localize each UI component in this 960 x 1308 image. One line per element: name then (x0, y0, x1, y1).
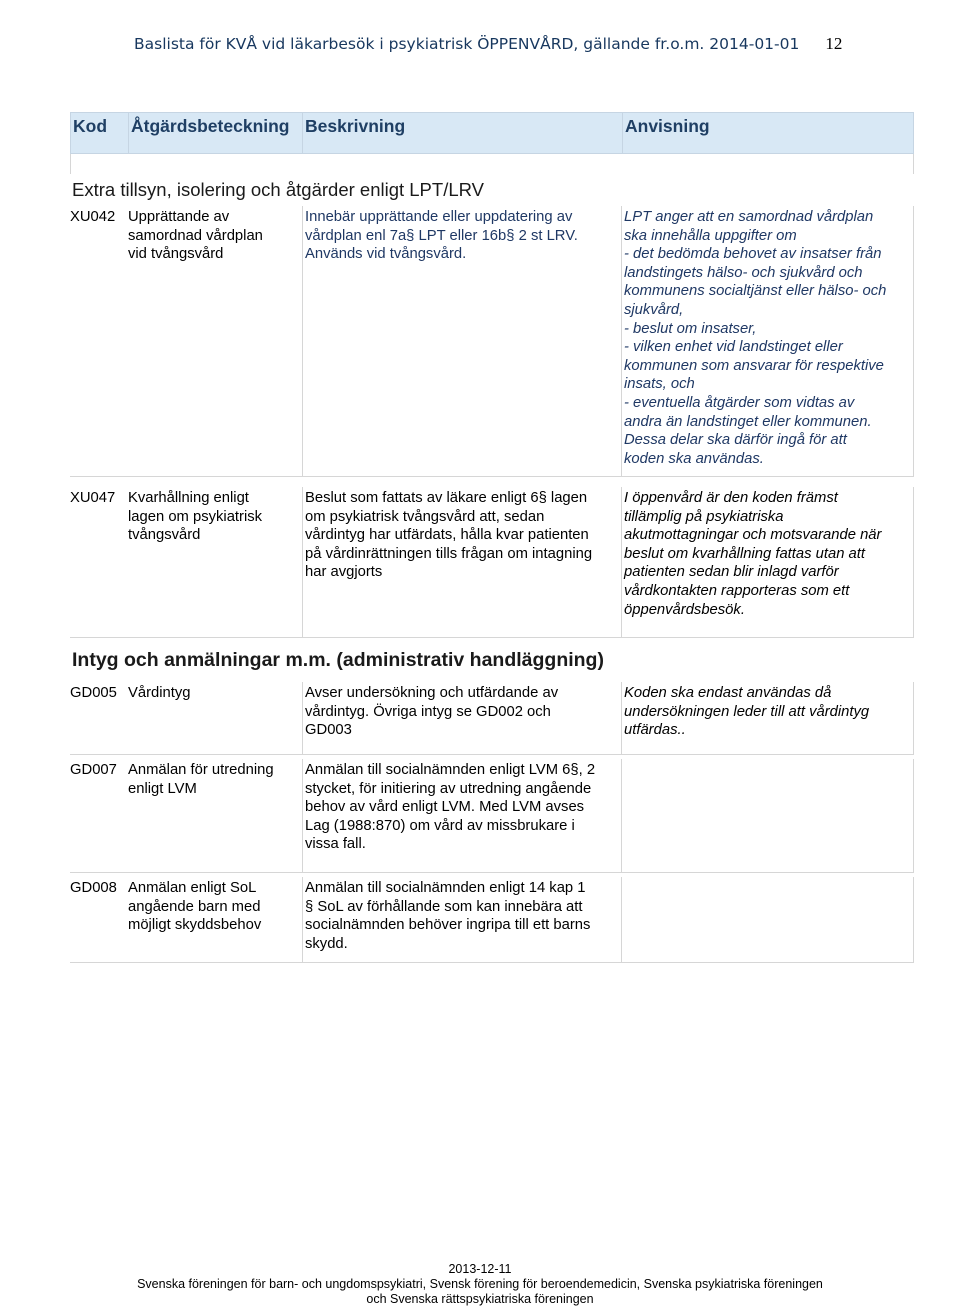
text-line: - vilken enhet vid landstinget eller (624, 339, 843, 356)
section-title: Intyg och anmälningar m.m. (administrativ handläggning) (72, 649, 604, 671)
text-line: enligt LVM (128, 780, 197, 797)
text-line: på vårdinrättningen tills frågan om intagning (305, 545, 593, 562)
text-line: kommunen som ansvarar för respektive (624, 357, 884, 374)
text-line: - eventuella åtgärder som vidtas av (624, 394, 855, 411)
row-code: XU042 (70, 209, 116, 225)
table-header (70, 112, 914, 154)
footer-organizations: Svenska föreningen för barn- och ungdomspsykiatri, Svensk förening för beroendemedicin, Svenska psykiatriska föreningen (137, 1277, 823, 1291)
text-line: stycket, för initiering av utredning angående (305, 780, 592, 797)
text-line: andra än landstinget eller kommunen. (624, 413, 872, 430)
table-row (70, 206, 914, 477)
column-header-name: Åtgärdsbeteckning (129, 113, 303, 153)
text-line: vissa fall. (305, 836, 366, 853)
text-line: Avser undersökning och utfärdande av (305, 685, 559, 701)
text-line: vårdkontakten rapporteras som ett (624, 582, 850, 599)
text-line: I öppenvård är den koden främst (624, 490, 838, 506)
text-line: vårdintyg har utfärdats, hålla kvar patienten (305, 527, 589, 544)
row-code: GD008 (70, 880, 117, 896)
row-code: GD005 (70, 685, 117, 701)
row-code: XU047 (70, 490, 116, 506)
row-name (128, 759, 302, 872)
text-line: insats, och (624, 376, 695, 393)
text-line: patienten sedan blir inlagd varför (624, 564, 839, 581)
table-row (70, 873, 914, 963)
text-line: tillämplig på psykiatriska (624, 508, 784, 525)
row-description (302, 682, 622, 754)
text-line: Dessa delar ska därför ingå för att (624, 432, 847, 449)
text-line: lagen om psykiatrisk (128, 508, 263, 525)
text-line: undersökningen leder till att vårdintyg (624, 703, 870, 720)
text-line: Anmälan till socialnämnden enligt LVM 6§, 2 (305, 762, 596, 778)
row-guidance (622, 877, 914, 962)
procedure-table (70, 112, 914, 963)
text-line: Innebär upprättande eller uppdatering av (305, 209, 573, 225)
text-line: Används vid tvångsvård. (305, 246, 467, 263)
document-title: Baslista för KVÅ vid läkarbesök i psykiatrisk ÖPPENVÅRD, gällande fr.o.m. 2014-01-01 (134, 35, 800, 53)
text-line: koden ska användas. (624, 450, 764, 467)
text-line: - det bedömda behovet av insatser från (624, 246, 882, 263)
row-name (128, 877, 302, 962)
text-line: tvångsvård (128, 527, 201, 544)
column-header-code: Kod (71, 113, 129, 153)
row-guidance (622, 682, 914, 754)
text-line: Upprättande av (128, 209, 230, 225)
row-description (302, 487, 622, 637)
page-number: 12 (825, 34, 843, 53)
row-name (128, 682, 302, 754)
table-row (70, 682, 914, 755)
text-line: angående barn med (128, 898, 261, 915)
text-line: vid tvångsvård (128, 246, 224, 263)
row-guidance (622, 759, 914, 872)
text-line: Koden ska endast användas då (624, 685, 832, 701)
text-line: § SoL av förhållande som kan innebära att (305, 898, 583, 915)
text-line: vårdintyg. Övriga intyg se GD002 och (305, 703, 551, 720)
text-line: LPT anger att en samordnad vårdplan (624, 209, 874, 225)
text-line: - beslut om insatser, (624, 320, 757, 337)
table-row (70, 477, 914, 638)
text-line: utfärdas.. (624, 722, 686, 739)
text-line: akutmottagningar och motsvarande när (624, 527, 882, 544)
row-name (128, 206, 302, 476)
text-line: GD003 (305, 722, 352, 739)
text-line: Anmälan för utredning (128, 762, 274, 778)
section-title: Extra tillsyn, isolering och åtgärder enligt LPT/LRV (72, 179, 484, 200)
row-description (302, 759, 622, 872)
row-guidance (622, 206, 914, 476)
text-line: om psykiatrisk tvångsvård att, sedan (305, 508, 545, 525)
column-header-guidance: Anvisning (625, 116, 710, 136)
table-row (70, 755, 914, 873)
text-line: Anmälan till socialnämnden enligt 14 kap 1 (305, 880, 586, 896)
text-line: öppenvårdsbesök. (624, 601, 745, 618)
footer-date: 2013-12-11 (448, 1262, 512, 1276)
text-line: har avgjorts (305, 564, 383, 581)
text-line: Kvarhållning enligt (128, 490, 249, 506)
text-line: kommunens socialtjänst eller hälso- och (624, 283, 887, 300)
text-line: Beslut som fattats av läkare enligt 6§ lagen (305, 490, 588, 506)
row-code: GD007 (70, 762, 117, 778)
page-header (134, 34, 854, 54)
text-line: ska innehålla uppgifter om (624, 227, 797, 244)
text-line: Anmälan enligt SoL (128, 880, 257, 896)
column-header-description: Beskrivning (303, 113, 623, 153)
text-line: Lag (1988:870) om vård av missbrukare i (305, 817, 575, 834)
row-description (302, 877, 622, 962)
footer-organizations-continued: och Svenska rättspsykiatriska föreningen (366, 1292, 594, 1306)
row-description (302, 206, 622, 476)
text-line: sjukvård, (624, 301, 684, 318)
text-line: landstingets hälso- och sjukvård och (624, 264, 863, 281)
spacer (70, 154, 914, 174)
text-line: Vårdintyg (128, 685, 191, 701)
text-line: skydd. (305, 935, 348, 952)
text-line: behov av vård enligt LVM. Med LVM avses (305, 799, 585, 816)
text-line: socialnämnden behöver ingripa till ett barns (305, 917, 591, 934)
row-name (128, 487, 302, 637)
row-guidance (622, 487, 914, 637)
text-line: samordnad vårdplan (128, 227, 263, 244)
text-line: vårdplan enl 7a§ LPT eller 16b§ 2 st LRV. (305, 227, 578, 244)
text-line: möjligt skyddsbehov (128, 917, 262, 934)
text-line: beslut om kvarhållning fattas utan att (624, 545, 865, 562)
